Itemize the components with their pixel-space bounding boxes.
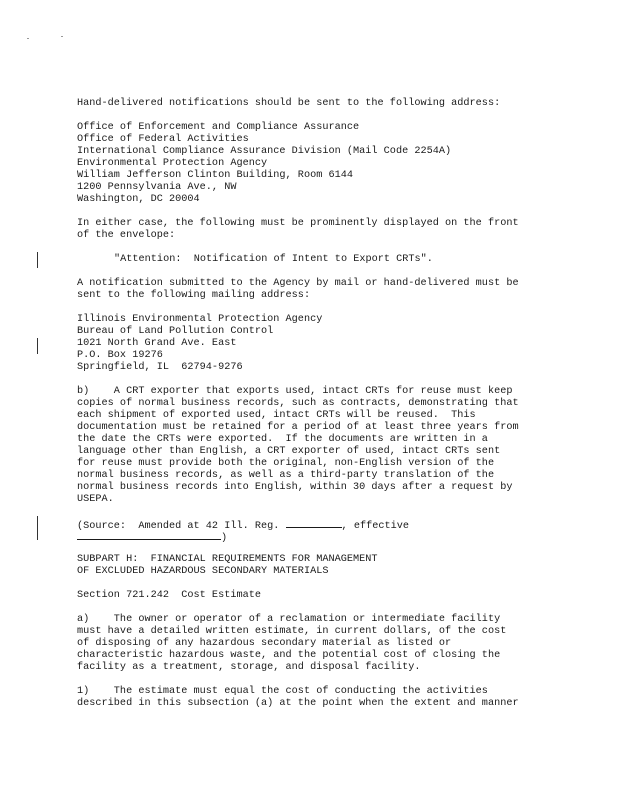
paragraph-1-line: 1) The estimate must equal the cost of conducting the activities [77, 686, 488, 697]
address1-line: Office of Enforcement and Compliance Assurance [77, 122, 360, 133]
paragraph-b-line: b) A CRT exporter that exports used, intact CRTs for reuse must keep [77, 386, 513, 397]
paragraph-a-line: characteristic hazardous waste, and the potential cost of closing the [77, 650, 501, 661]
paragraph-1-line: described in this subsection (a) at the point when the extent and manner [77, 698, 519, 709]
section-heading: Section 721.242 Cost Estimate [77, 590, 262, 601]
effective-date-blank [77, 530, 221, 540]
revision-bar [37, 338, 38, 354]
register-page-blank [286, 518, 342, 528]
source-prefix: (Source: Amended at 42 Ill. Reg. [77, 521, 286, 532]
address2-line: P.O. Box 19276 [77, 350, 163, 361]
scan-speck [61, 36, 63, 37]
address1-line: William Jefferson Clinton Building, Room 6144 [77, 170, 354, 181]
intro-text: Hand-delivered notifications should be sent to the following address: [77, 98, 501, 109]
source-close: ) [221, 533, 228, 544]
mail-notice: sent to the following mailing address: [77, 290, 311, 301]
address1-line: Office of Federal Activities [77, 134, 249, 145]
effective-date-line [77, 530, 227, 545]
address2-line: 1021 North Grand Ave. East [77, 338, 237, 349]
paragraph-b-line: copies of normal business records, such as contracts, demonstrating that [77, 398, 519, 409]
paragraph-a-line: must have a detailed written estimate, in current dollars, of the cost [77, 626, 507, 637]
revision-bar [37, 516, 38, 540]
scan-speck [27, 38, 29, 39]
source-suffix: , effective [341, 521, 410, 532]
address1-line: International Compliance Assurance Division (Mail Code 2254A) [77, 146, 452, 157]
mail-notice: A notification submitted to the Agency by mail or hand-delivered must be [77, 278, 519, 289]
attention-line: "Attention: Notification of Intent to Export CRTs". [114, 254, 433, 265]
paragraph-b-line: the date the CRTs were exported. If the documents are written in a [77, 434, 488, 445]
revision-bar [37, 252, 38, 268]
address1-line: Washington, DC 20004 [77, 194, 200, 205]
address2-line: Illinois Environmental Protection Agency [77, 314, 323, 325]
paragraph-b-line: each shipment of exported used, intact CRTs will be reused. This [77, 410, 476, 421]
paragraph-b-line: documentation must be retained for a period of at least three years from [77, 422, 519, 433]
paragraph-b-line: USEPA. [77, 494, 114, 505]
paragraph-a-line: a) The owner or operator of a reclamation or intermediate facility [77, 614, 501, 625]
paragraph-a-line: of disposing of any hazardous secondary material as listed or [77, 638, 452, 649]
paragraph-b-line: for reuse must provide both the original, non-English version of the [77, 458, 495, 469]
address2-line: Springfield, IL 62794-9276 [77, 362, 243, 373]
subpart-heading: SUBPART H: FINANCIAL REQUIREMENTS FOR MANAGEMENT [77, 554, 378, 565]
paragraph-b-line: normal business records into English, within 30 days after a request by [77, 482, 513, 493]
paragraph-a-line: facility as a treatment, storage, and disposal facility. [77, 662, 421, 673]
paragraph-b-line: normal business records, as well as a third-party translation of the [77, 470, 495, 481]
envelope-instruction: In either case, the following must be prominently displayed on the front [77, 218, 519, 229]
paragraph-b-line: language other than English, a CRT exporter of used, intact CRTs sent [77, 446, 501, 457]
subpart-heading: OF EXCLUDED HAZARDOUS SECONDARY MATERIALS [77, 566, 329, 577]
address1-line: 1200 Pennsylvania Ave., NW [77, 182, 237, 193]
address2-line: Bureau of Land Pollution Control [77, 326, 274, 337]
address1-line: Environmental Protection Agency [77, 158, 268, 169]
envelope-instruction: of the envelope: [77, 230, 176, 241]
